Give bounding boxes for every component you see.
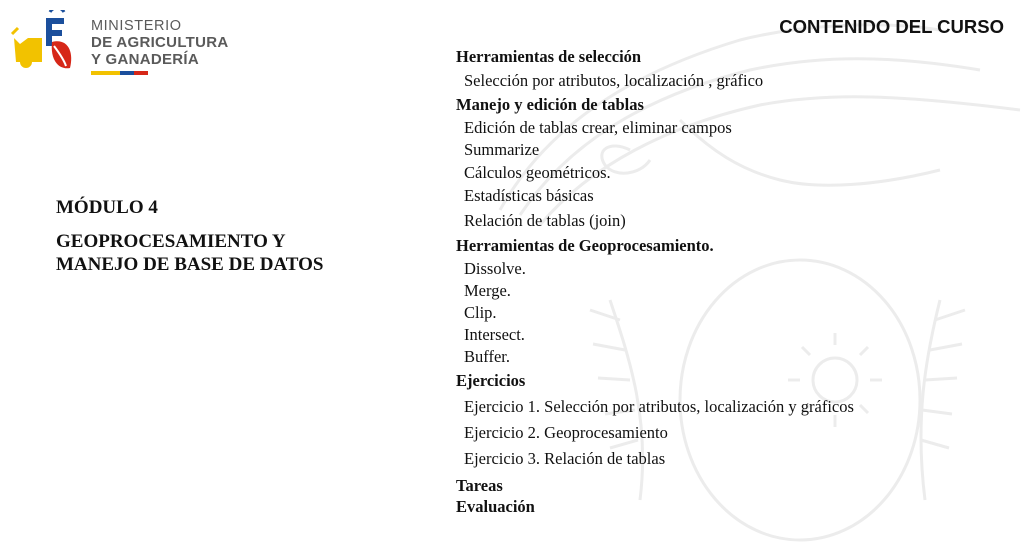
section-heading: Herramientas de Geoprocesamiento. <box>456 236 714 255</box>
list-item: Selección por atributos, localización , gráfico <box>464 71 764 90</box>
flag-color-bar <box>91 71 148 75</box>
list-item: Clip. <box>464 303 497 322</box>
section-heading: Herramientas de selección <box>456 47 642 66</box>
section-heading: Ejercicios <box>456 371 526 390</box>
list-item: Relación de tablas (join) <box>464 211 626 230</box>
list-item: Buffer. <box>464 347 510 366</box>
list-item: Intersect. <box>464 325 525 344</box>
section-heading: Tareas <box>456 476 503 495</box>
logo-line-3: Y GANADERÍA <box>91 51 200 68</box>
list-item: Estadísticas básicas <box>464 186 594 205</box>
list-item: Merge. <box>464 281 511 300</box>
module-number: MÓDULO 4 <box>56 197 158 218</box>
list-item: Summarize <box>464 140 540 159</box>
list-item: Ejercicio 3. Relación de tablas <box>464 449 666 468</box>
list-item: Cálculos geométricos. <box>464 163 611 182</box>
module-name: GEOPROCESAMIENTO Y MANEJO DE BASE DE DATOS <box>56 231 324 275</box>
list-item: Ejercicio 2. Geoprocesamiento <box>464 423 668 442</box>
list-item: Dissolve. <box>464 259 526 278</box>
list-item: Edición de tablas crear, eliminar campos <box>464 118 732 137</box>
ministry-logo <box>10 10 240 82</box>
ministry-emblem-icon <box>10 10 80 80</box>
module-block <box>56 197 386 276</box>
logo-line-2: DE AGRICULTURA <box>91 34 229 51</box>
course-content-list <box>456 0 1016 556</box>
list-item: Ejercicio 1. Selección por atributos, localización y gráficos <box>464 397 854 416</box>
section-heading: Manejo y edición de tablas <box>456 95 644 114</box>
course-title: CONTENIDO DEL CURSO <box>779 16 1004 37</box>
section-heading: Evaluación <box>456 497 535 516</box>
logo-line-1: MINISTERIO <box>91 18 182 34</box>
